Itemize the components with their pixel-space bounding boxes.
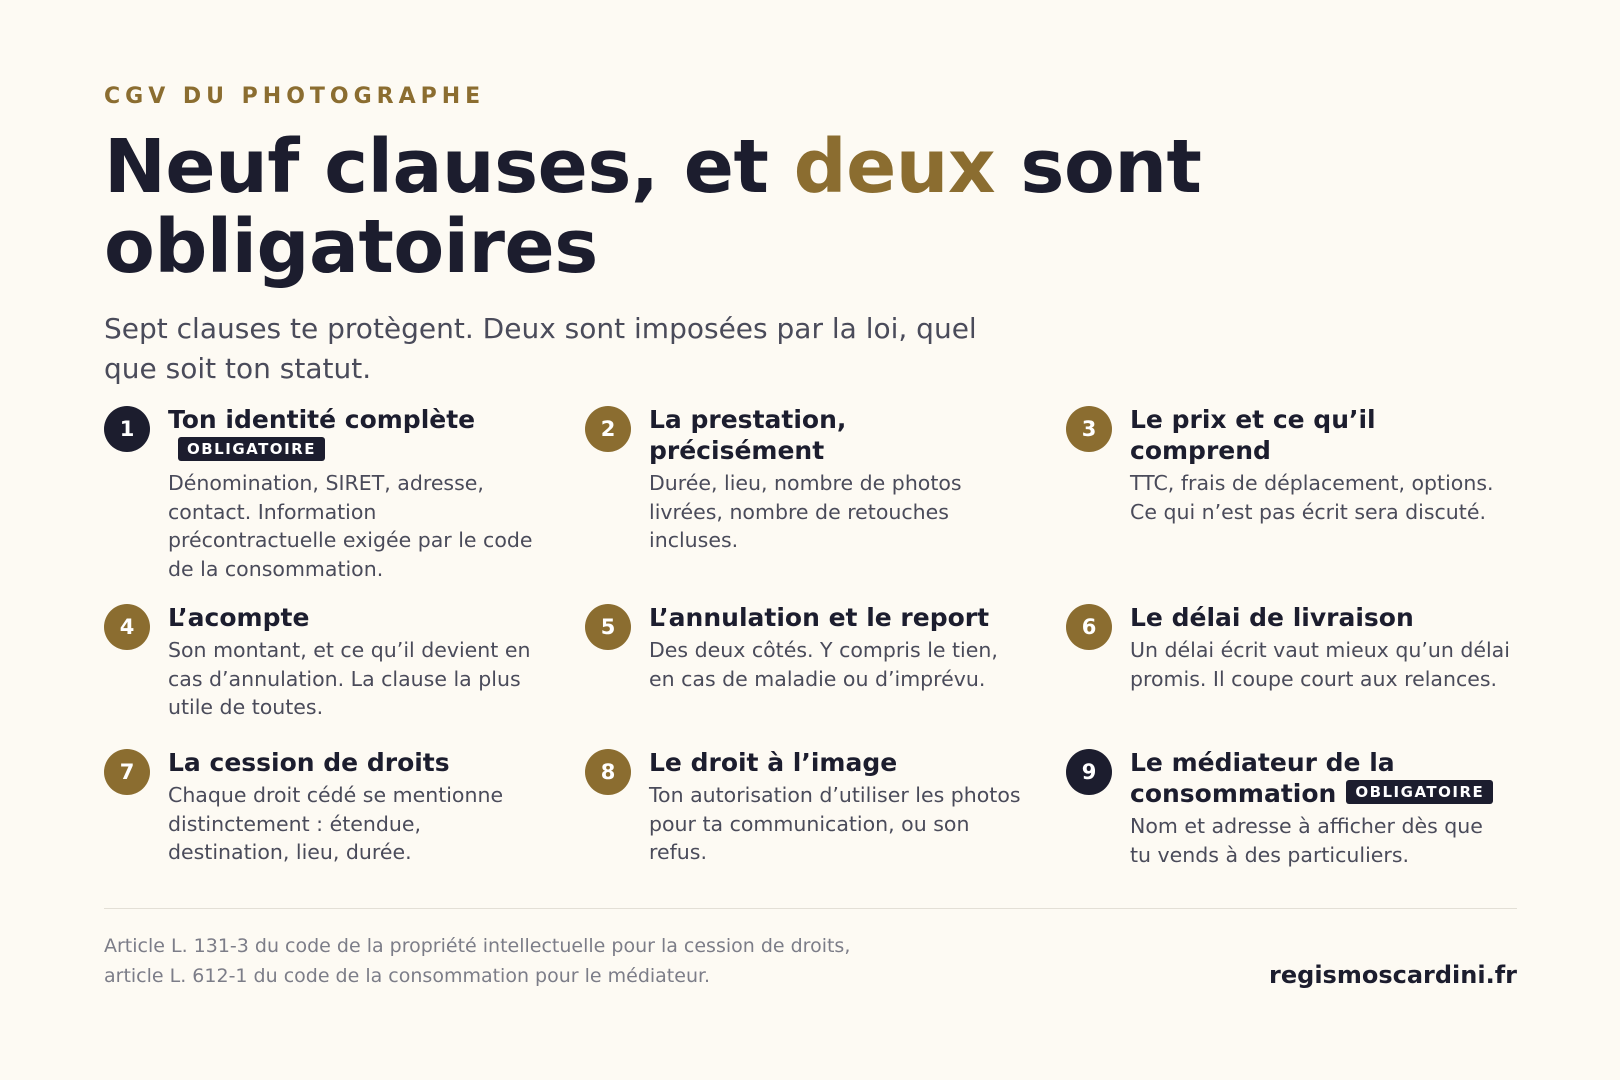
clause-title: Le délai de livraison (1130, 603, 1414, 632)
clause-number-badge: 6 (1066, 604, 1112, 650)
title-accent: deux (793, 124, 996, 210)
clause-number-badge: 7 (104, 749, 150, 795)
clause-item (585, 404, 1066, 602)
clause-item (104, 747, 585, 897)
title-part2: sont obligatoires (104, 124, 1202, 290)
clause-number-badge: 5 (585, 604, 631, 650)
mandatory-tag: OBLIGATOIRE (178, 437, 325, 461)
clause-description: Nom et adresse à afficher dès que tu vends à des particuliers. (1130, 814, 1483, 867)
website-link[interactable]: regismoscardini.fr (1269, 961, 1517, 989)
page-title (104, 124, 1304, 290)
clause-description: TTC, frais de déplacement, options. Ce qui n’est pas écrit sera discuté. (1130, 471, 1494, 524)
footnote-line-1: Article L. 131-3 du code de la propriété intellectuelle pour la cession de droits, (104, 935, 851, 957)
clause-description: Chaque droit cédé se mentionne distinctement : étendue, destination, lieu, durée. (168, 783, 504, 864)
clause-item (585, 747, 1066, 897)
clause-item (585, 602, 1066, 747)
eyebrow-label: CGV DU PHOTOGRAPHE (104, 84, 486, 109)
clause-title: La cession de droits (168, 748, 450, 777)
clause-number-badge: 3 (1066, 406, 1112, 452)
clause-title: Le droit à l’image (649, 748, 898, 777)
footnote-line-2: article L. 612-1 du code de la consommation pour le médiateur. (104, 965, 711, 987)
clause-item (104, 404, 585, 602)
clause-description: Durée, lieu, nombre de photos livrées, nombre de retouches incluses. (649, 471, 962, 552)
clause-description: Des deux côtés. Y compris le tien, en cas de maladie ou d’imprévu. (649, 638, 998, 691)
clause-number-badge: 1 (104, 406, 150, 452)
footer-divider (104, 908, 1517, 909)
legal-footnote (104, 931, 924, 991)
clause-title (168, 404, 548, 466)
mandatory-tag: OBLIGATOIRE (1346, 780, 1493, 804)
clause-description: Son montant, et ce qu’il devient en cas d’annulation. La clause la plus utile de toutes. (168, 638, 531, 719)
clause-title: L’acompte (168, 603, 310, 632)
clause-description: Un délai écrit vaut mieux qu’un délai promis. Il coupe court aux relances. (1130, 638, 1510, 691)
clause-title-text: Ton identité complète (168, 405, 476, 434)
clause-number-badge: 8 (585, 749, 631, 795)
clause-item (104, 602, 585, 747)
clause-item (1066, 602, 1524, 747)
clause-title: Le prix et ce qu’il comprend (1130, 405, 1376, 465)
clause-number-badge: 9 (1066, 749, 1112, 795)
clauses-grid (104, 404, 1524, 897)
clause-description: Ton autorisation d’utiliser les photos pour ta communication, ou son refus. (649, 783, 1021, 864)
clause-title: L’annulation et le report (649, 603, 990, 632)
clause-title-text: Le médiateur de la consommation (1130, 748, 1395, 808)
clause-item (1066, 404, 1524, 602)
clause-number-badge: 4 (104, 604, 150, 650)
page-subtitle: Sept clauses te protègent. Deux sont imposées par la loi, quel que soit ton statut. (104, 312, 977, 385)
clause-title: La prestation, précisément (649, 405, 847, 465)
title-part1: Neuf clauses, et (104, 124, 794, 210)
clause-item (1066, 747, 1524, 897)
clause-title (1130, 747, 1500, 809)
clause-description: Dénomination, SIRET, adresse, contact. Information précontractuelle exigée par le code de la consommation. (168, 471, 533, 581)
clause-number-badge: 2 (585, 406, 631, 452)
